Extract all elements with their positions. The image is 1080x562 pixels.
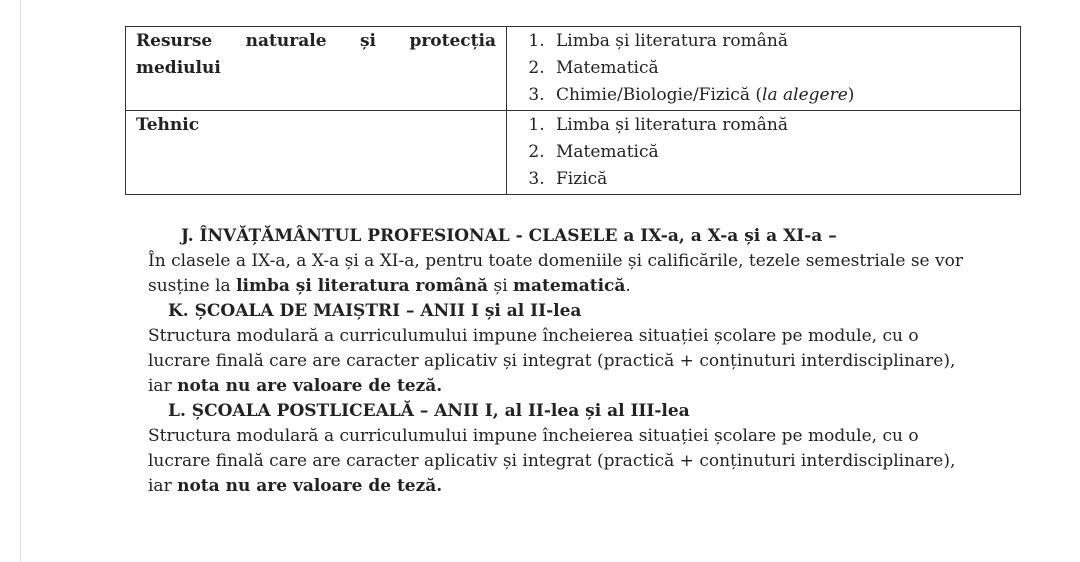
table-row bbox=[126, 111, 1021, 195]
list-item bbox=[550, 82, 1010, 109]
subjects-list bbox=[517, 28, 1010, 109]
list-item: 2. Matematică bbox=[550, 55, 1010, 82]
subjects-list bbox=[517, 112, 1010, 193]
section-k-text-part: Structura modulară a curriculumului impune încheierea situației școlare pe module, cu o lucrare finală care are caracter aplicativ și integrat (practică + conținuturi interdisciplinare), iar bbox=[148, 326, 956, 396]
subject-text-end: ) bbox=[847, 85, 855, 105]
subject-text: Chimie/Biologie/Fizică ( bbox=[556, 85, 763, 105]
section-j-heading: J. ÎNVĂȚĂMÂNTUL PROFESIONAL - CLASELE a IX-a, a X-a și a XI-a – bbox=[181, 226, 837, 246]
subjects-cell bbox=[507, 27, 1021, 111]
domain-name-line1: Resurse naturale și protecția bbox=[136, 31, 496, 51]
domain-cell bbox=[126, 111, 507, 195]
section-l-text-part: Structura modulară a curriculumului impune încheierea situației școlare pe module, cu o lucrare finală care are caracter aplicativ și integrat (practică + conținuturi interdisciplinare), iar bbox=[148, 426, 956, 496]
section-k-heading: K. ȘCOALA DE MAIȘTRI – ANII I și al II-lea bbox=[168, 301, 582, 321]
section-k-bold-note: nota nu are valoare de teză. bbox=[177, 376, 443, 396]
section-l-text bbox=[148, 424, 968, 499]
list-item: 1. Limba și literatura română bbox=[550, 112, 1010, 139]
section-j-text-part: și bbox=[488, 276, 514, 296]
subject-note: la alegere bbox=[762, 85, 848, 105]
list-item: 1. Limba și literatura română bbox=[550, 28, 1010, 55]
list-item: 3. Fizică bbox=[550, 166, 1010, 193]
section-j-text-part: . bbox=[625, 276, 631, 296]
subjects-cell bbox=[507, 111, 1021, 195]
section-j-bold-subject: matematică bbox=[513, 276, 626, 296]
domain-cell bbox=[126, 27, 507, 111]
section-j-text-part: În clasele a IX-a, a X-a și a XI-a, pentru toate domeniile și calificările, tezele semestriale se vor susține la bbox=[148, 251, 963, 296]
domains-subjects-table bbox=[125, 26, 1021, 195]
table-row bbox=[126, 27, 1021, 111]
document-body bbox=[148, 224, 968, 499]
section-l-heading: L. ȘCOALA POSTLICEALĂ – ANII I, al II-lea și al III-lea bbox=[168, 401, 690, 421]
list-item: 2. Matematică bbox=[550, 139, 1010, 166]
domain-name-line2: mediului bbox=[136, 58, 221, 78]
section-k-text bbox=[148, 324, 968, 399]
page-edge-line bbox=[20, 0, 21, 562]
section-j-bold-subject: limba și literatura română bbox=[236, 276, 489, 296]
section-l-bold-note: nota nu are valoare de teză. bbox=[177, 476, 443, 496]
section-j-text bbox=[148, 249, 968, 299]
domain-name: Tehnic bbox=[136, 115, 200, 135]
